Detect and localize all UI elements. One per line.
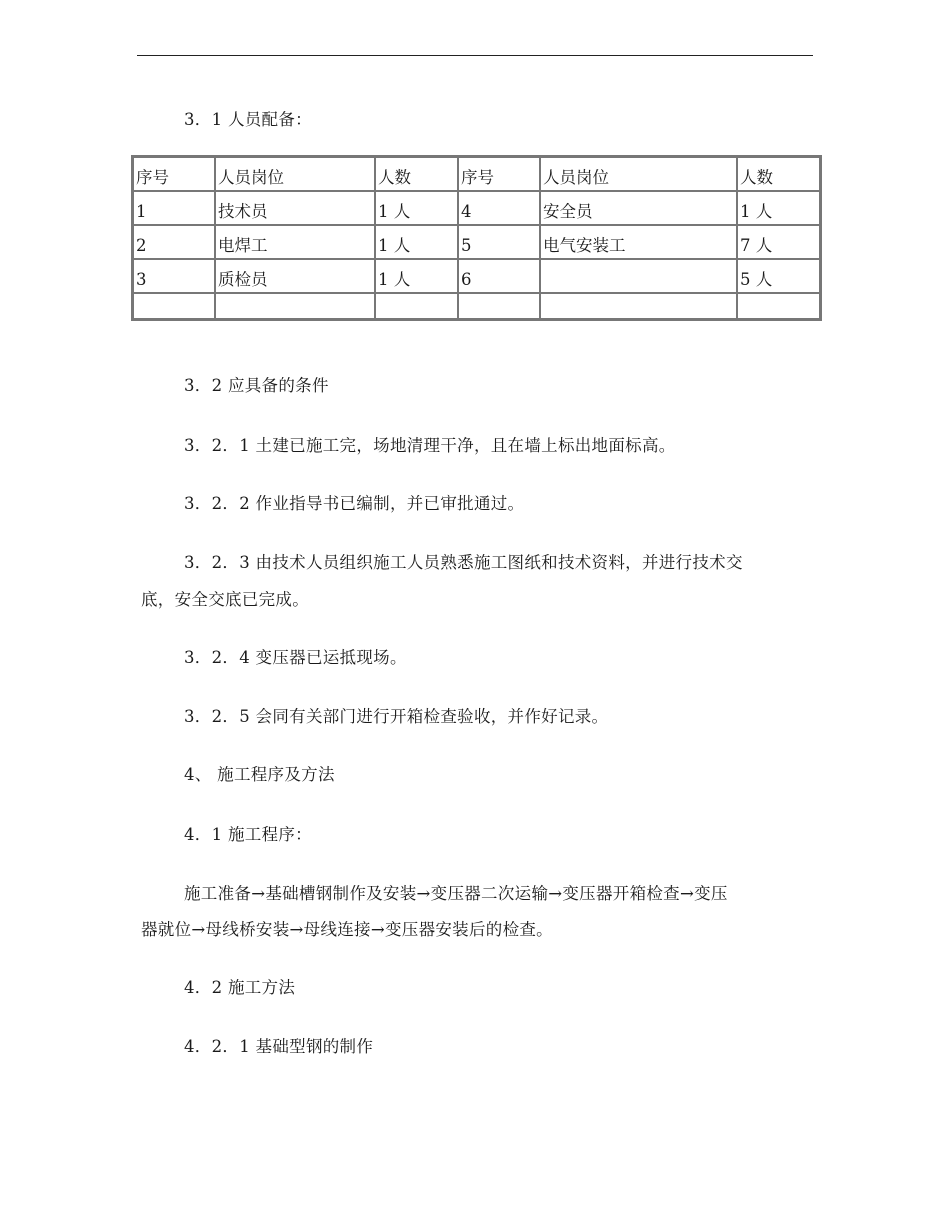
table-cell: 安全员 (540, 191, 737, 225)
table-cell: 1 人 (737, 191, 820, 225)
staff-table (131, 155, 822, 321)
table-cell (737, 293, 820, 319)
table-row-empty (133, 293, 820, 319)
paragraph-3-2-3-line-2: 底，安全交底已完成。 (141, 590, 309, 609)
section-4-1-heading: 4．1 施工程序： (184, 825, 312, 844)
table-cell: 1 人 (375, 191, 458, 225)
paragraph-4-1-line-2: 器就位→母线桥安装→母线连接→变压器安装后的检查。 (141, 920, 553, 939)
table-cell (133, 293, 215, 319)
paragraph-4-1-line-1: 施工准备→基础槽钢制作及安装→变压器二次运输→变压器开箱检查→变压 (184, 884, 728, 903)
header-cell-serial: 序号 (133, 157, 215, 191)
table-cell: 1 (133, 191, 215, 225)
table-cell (540, 293, 737, 319)
table-row (133, 225, 820, 259)
paragraph-3-2-2: 3．2．2 作业指导书已编制，并已审批通过。 (184, 494, 525, 513)
table-cell: 5 (458, 225, 540, 259)
header-cell-count: 人数 (737, 157, 820, 191)
table-cell: 3 (133, 259, 215, 293)
header-cell-position: 人员岗位 (215, 157, 375, 191)
paragraph-3-2-5: 3．2．5 会同有关部门进行开箱检查验收，并作好记录。 (184, 707, 609, 726)
header-cell-count: 人数 (375, 157, 458, 191)
paragraph-3-2-1: 3．2．1 土建已施工完，场地清理干净，且在墙上标出地面标高。 (184, 436, 676, 455)
table-cell: 1 人 (375, 225, 458, 259)
table-cell (375, 293, 458, 319)
table-cell: 电焊工 (215, 225, 375, 259)
table-cell: 6 (458, 259, 540, 293)
section-4-2-heading: 4．2 施工方法 (184, 978, 296, 997)
table-header-row (133, 157, 820, 191)
table-cell: 4 (458, 191, 540, 225)
table-cell (458, 293, 540, 319)
header-cell-position: 人员岗位 (540, 157, 737, 191)
table-cell: 2 (133, 225, 215, 259)
section-4-heading: 4、 施工程序及方法 (184, 765, 335, 784)
table-cell: 电气安装工 (540, 225, 737, 259)
page-header-rule (137, 55, 813, 56)
table-cell: 1 人 (375, 259, 458, 293)
table-cell: 技术员 (215, 191, 375, 225)
table-cell (540, 259, 737, 293)
paragraph-3-2-4: 3．2．4 变压器已运抵现场。 (184, 648, 407, 667)
paragraph-3-2-3-line-1: 3．2．3 由技术人员组织施工人员熟悉施工图纸和技术资料，并进行技术交 (184, 553, 743, 572)
section-3-1-title: 3．1 人员配备： (184, 110, 312, 129)
table-cell: 7 人 (737, 225, 820, 259)
section-3-2-heading: 3．2 应具备的条件 (184, 376, 329, 395)
table-row (133, 259, 820, 293)
header-cell-serial: 序号 (458, 157, 540, 191)
table-cell: 5 人 (737, 259, 820, 293)
table-row (133, 191, 820, 225)
table-cell (215, 293, 375, 319)
section-4-2-1-heading: 4．2．1 基础型钢的制作 (184, 1037, 374, 1056)
table-cell: 质检员 (215, 259, 375, 293)
